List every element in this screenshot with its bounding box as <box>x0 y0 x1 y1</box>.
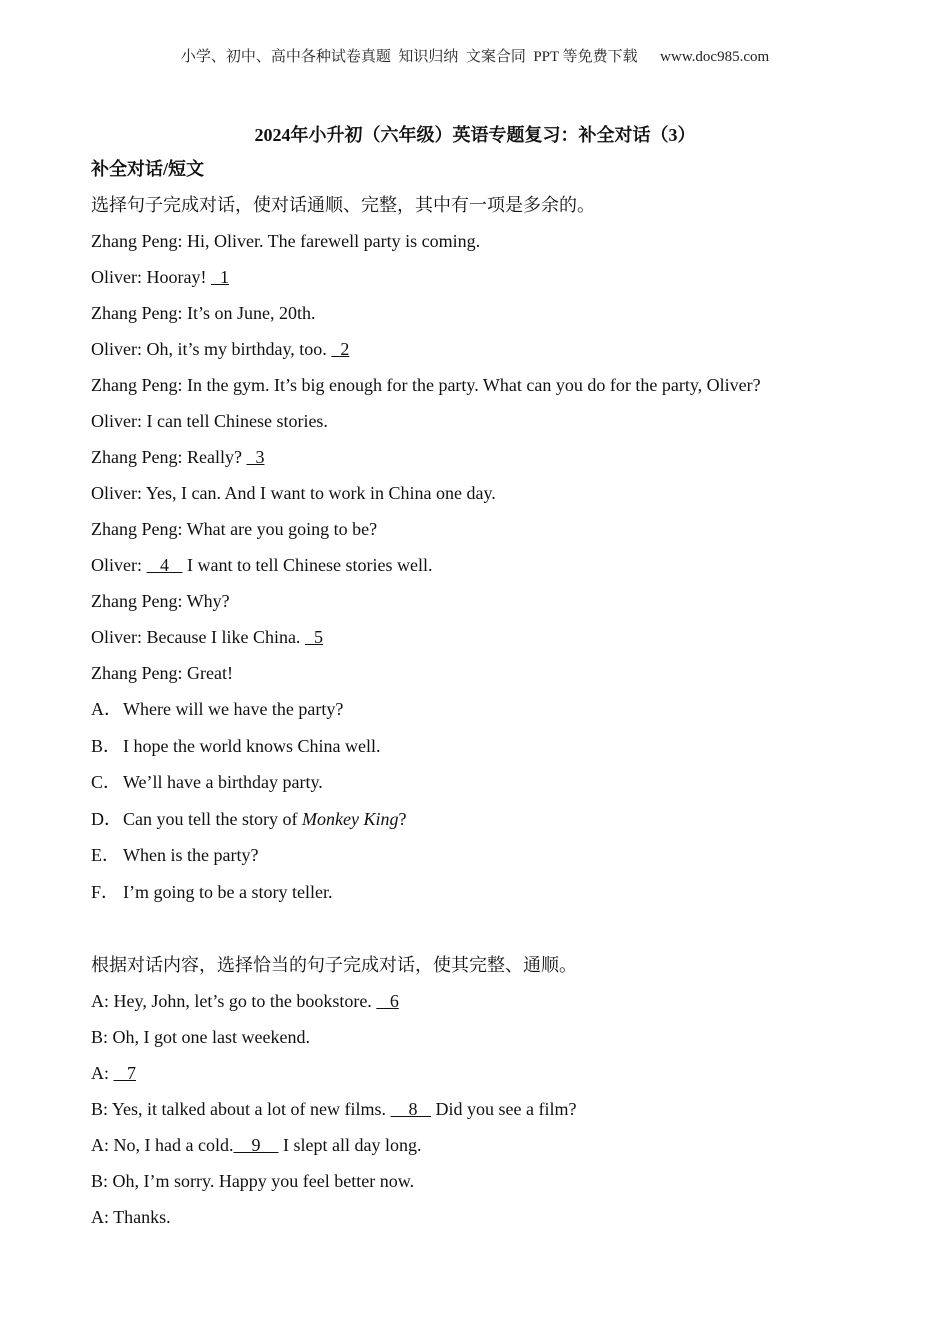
dialogue-line <box>91 336 891 372</box>
answer-blank: 9 <box>233 1135 279 1156</box>
page-title: 2024年小升初（六年级）英语专题复习：补全对话（3） <box>254 125 696 145</box>
option-letter: E． <box>91 845 120 866</box>
answer-blank: 7 <box>113 1063 136 1084</box>
option-letter: A． <box>91 699 122 719</box>
spacer <box>91 916 891 953</box>
dialogue-line <box>91 480 891 516</box>
answer-blank: 8 <box>390 1099 431 1120</box>
dialogue-line <box>91 1132 891 1168</box>
dialogue-2 <box>91 988 891 1240</box>
dialogue-text: Zhang Peng: Really? <box>91 447 247 467</box>
answer-blank: 2 <box>331 339 350 359</box>
dialogue-text: Zhang Peng: What are you going to be? <box>91 519 378 539</box>
option-item <box>91 806 891 843</box>
dialogue-line <box>91 552 891 588</box>
option-item <box>91 842 891 879</box>
option-text: I’m going to be a story teller. <box>123 881 333 902</box>
dialogue-line <box>91 1168 891 1204</box>
dialogue-text: Zhang Peng: Great! <box>91 663 233 683</box>
dialogue-line <box>91 444 891 480</box>
dialogue-text-after: I slept all day long. <box>278 1135 422 1156</box>
document-body <box>91 156 891 1240</box>
dialogue-line <box>91 228 891 264</box>
dialogue-line <box>91 516 891 552</box>
answer-blank: 6 <box>376 991 399 1012</box>
answer-blank: 5 <box>304 627 323 647</box>
option-text: Where will we have the party? <box>123 699 344 719</box>
answer-blank: 1 <box>210 267 229 287</box>
answer-blank: 4 <box>146 555 183 575</box>
dialogue-line <box>91 1096 891 1132</box>
option-item <box>91 733 891 770</box>
dialogue-line <box>91 372 891 408</box>
section-heading: 补全对话/短文 <box>91 159 205 179</box>
dialogue-text-after: I want to tell Chinese stories well. <box>182 555 433 575</box>
option-letter: B． <box>91 735 122 756</box>
dialogue-line <box>91 660 891 696</box>
option-item <box>91 769 891 806</box>
option-text: When is the party? <box>123 845 259 866</box>
option-letter: F． <box>91 881 120 902</box>
dialogue-text: Oliver: I can tell Chinese stories. <box>91 411 328 431</box>
dialogue-text: Zhang Peng: Why? <box>91 591 230 611</box>
site-header: 小学、初中、高中各种试卷真题 知识归纳 文案合同 PPT 等免费下载 www.doc985.com <box>180 49 770 65</box>
dialogue-line <box>91 988 891 1024</box>
dialogue-text: A: No, I had a cold. <box>91 1135 234 1156</box>
option-item <box>91 696 891 733</box>
dialogue-text: B: Oh, I got one last weekend. <box>91 1027 310 1048</box>
dialogue-text: A: Thanks. <box>91 1207 171 1228</box>
dialogue-line <box>91 300 891 336</box>
option-letter: D． <box>91 808 122 829</box>
option-text: We’ll have a birthday party. <box>123 772 323 793</box>
dialogue-line <box>91 1204 891 1240</box>
section1-instruction: 选择句子完成对话，使对话通顺、完整，其中有一项是多余的。 <box>91 195 595 215</box>
dialogue-text: Zhang Peng: It’s on June, 20th. <box>91 303 316 323</box>
dialogue-line <box>91 1024 891 1060</box>
dialogue-text: Oliver: Yes, I can. And I want to work in China one day. <box>91 483 496 503</box>
dialogue-text: Oliver: <box>91 555 147 575</box>
option-text: I hope the world knows China well. <box>123 735 381 756</box>
dialogue-1 <box>91 228 891 696</box>
dialogue-text: Oliver: Oh, it’s my birthday, too. <box>91 339 332 359</box>
dialogue-text-after: Did you see a film? <box>430 1099 577 1120</box>
dialogue-line <box>91 264 891 300</box>
section2-instruction: 根据对话内容，选择恰当的句子完成对话，使其完整、通顺。 <box>91 955 577 976</box>
dialogue-text: Zhang Peng: Hi, Oliver. The farewell party is coming. <box>91 231 481 251</box>
dialogue-text: Oliver: Because I like China. <box>91 627 305 647</box>
dialogue-line <box>91 408 891 444</box>
dialogue-text: Oliver: Hooray! <box>91 267 211 287</box>
dialogue-text: A: <box>91 1063 114 1084</box>
option-text-italic: Monkey King <box>301 808 399 829</box>
answer-options <box>91 696 891 916</box>
dialogue-line <box>91 1060 891 1096</box>
dialogue-text: A: Hey, John, let’s go to the bookstore. <box>91 991 377 1012</box>
dialogue-text: B: Yes, it talked about a lot of new films. <box>91 1099 391 1120</box>
option-item <box>91 879 891 916</box>
dialogue-line <box>91 624 891 660</box>
option-text-end: ? <box>398 808 407 829</box>
option-text: Can you tell the story of <box>123 808 302 829</box>
answer-blank: 3 <box>246 447 265 467</box>
option-letter: C． <box>91 772 122 793</box>
dialogue-text: Zhang Peng: In the gym. It’s big enough for the party. What can you do for the party, Oliver? <box>91 375 761 395</box>
dialogue-line <box>91 588 891 624</box>
dialogue-text: B: Oh, I’m sorry. Happy you feel better now. <box>91 1171 415 1192</box>
